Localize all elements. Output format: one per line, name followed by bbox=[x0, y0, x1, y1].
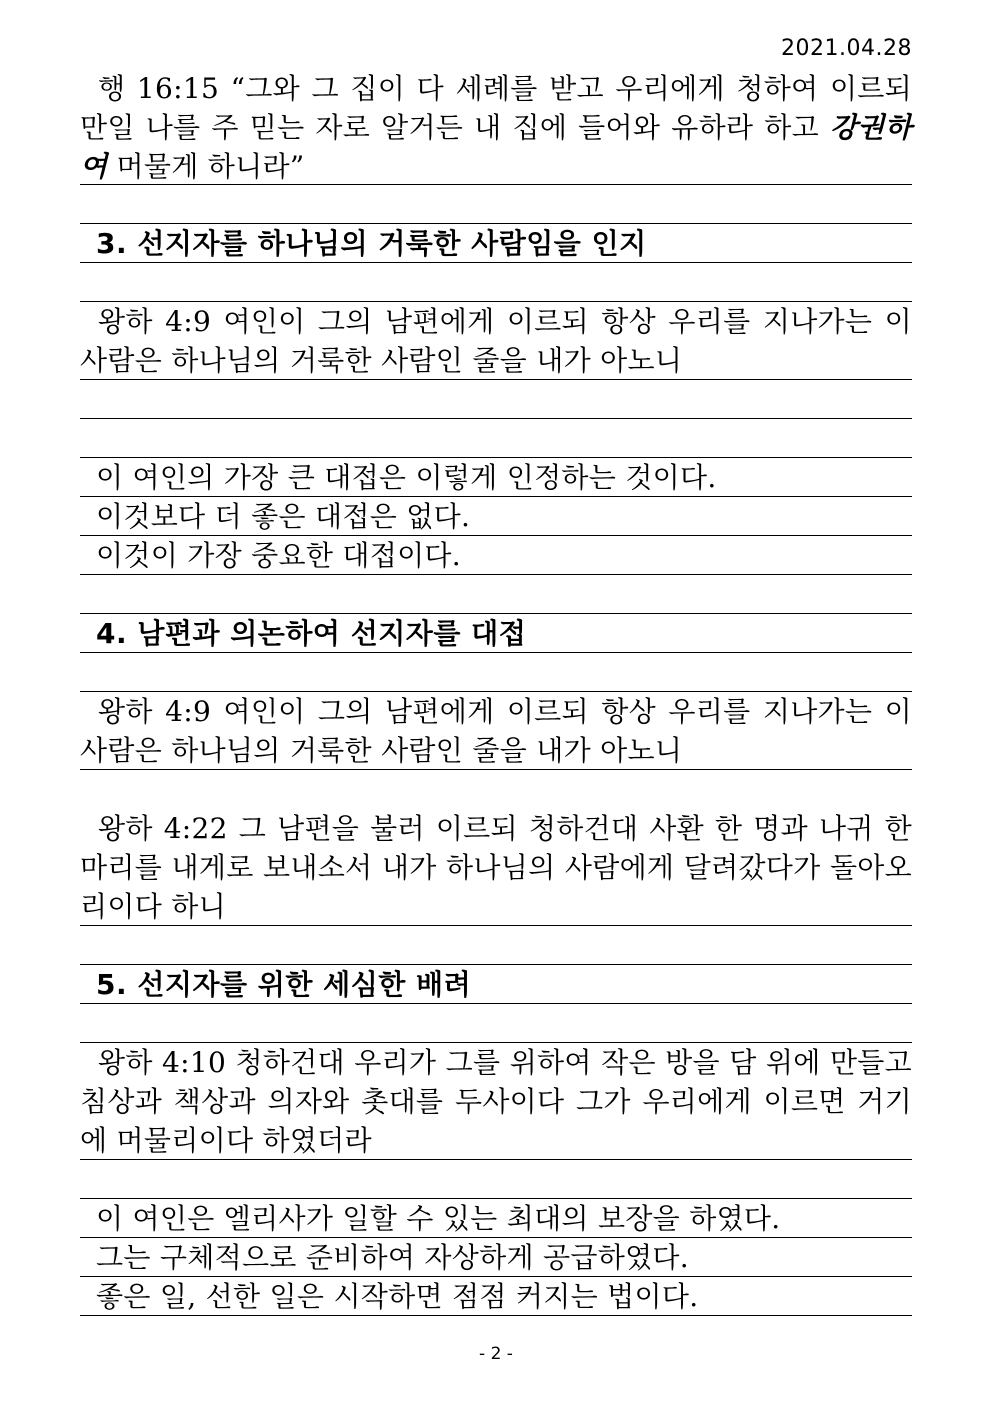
section-5-verse-text: 왕하 4:10 청하건대 우리가 그를 위하여 작은 방을 담 위에 만들고 침상과 책상과 의자와 촛대를 두사이다 그가 우리에게 이르면 거기에 머물리이다 하였더라 bbox=[80, 1046, 912, 1157]
section-4-verse-1 bbox=[80, 692, 912, 770]
section-5-heading: 5. 선지자를 위한 세심한 배려 bbox=[96, 968, 472, 1001]
document-date: 2021.04.28 bbox=[781, 36, 912, 61]
intro-verse-emphasis: 강권하여 bbox=[80, 111, 912, 183]
section-3-heading: 3. 선지자를 하나님의 거룩한 사람임을 인지 bbox=[96, 227, 647, 260]
page-number: - 2 - bbox=[479, 1344, 513, 1364]
divider bbox=[80, 574, 912, 575]
divider bbox=[80, 1003, 912, 1004]
section-5-verse bbox=[80, 1043, 912, 1160]
section-5-note-3: 좋은 일, 선한 일은 시작하면 점점 커지는 법이다. bbox=[96, 1280, 699, 1313]
section-4-verse-2 bbox=[80, 809, 912, 926]
divider bbox=[80, 418, 912, 419]
divider bbox=[80, 1159, 912, 1160]
divider bbox=[80, 769, 912, 770]
section-3-verse bbox=[80, 302, 912, 380]
section-3-note-2: 이것보다 더 좋은 대접은 없다. bbox=[96, 500, 471, 533]
divider bbox=[80, 652, 912, 653]
intro-verse-text-end: 머물게 하니라” bbox=[107, 150, 305, 183]
section-4-heading: 4. 남편과 의논하여 선지자를 대접 bbox=[96, 617, 527, 650]
section-5-note-1: 이 여인은 엘리사가 일할 수 있는 최대의 보장을 하였다. bbox=[96, 1202, 781, 1235]
section-4-verse-2-text: 왕하 4:22 그 남편을 불러 이르되 청하건대 사환 한 명과 나귀 한 마리를 내게로 보내소서 내가 하나님의 사람에게 달려갔다가 돌아오리이다 하니 bbox=[80, 812, 912, 923]
section-5-note-2: 그는 구체적으로 준비하여 자상하게 공급하였다. bbox=[96, 1241, 689, 1274]
divider bbox=[80, 379, 912, 380]
intro-verse-text-start: 행 16:15 “그와 그 집이 다 세례를 받고 우리에게 청하여 이르되 만일 나를 주 믿는 자로 알거든 내 집에 들어와 유하라 하고 bbox=[80, 72, 912, 144]
section-3-note-1: 이 여인의 가장 큰 대접은 이렇게 인정하는 것이다. bbox=[96, 461, 717, 494]
divider bbox=[80, 1315, 912, 1316]
section-3-verse-text: 왕하 4:9 여인이 그의 남편에게 이르되 항상 우리를 지나가는 이 사람은 하나님의 거룩한 사람인 줄을 내가 아노니 bbox=[80, 305, 912, 377]
intro-verse bbox=[80, 69, 912, 186]
divider bbox=[80, 184, 912, 185]
divider bbox=[80, 262, 912, 263]
section-4-verse-1-text: 왕하 4:9 여인이 그의 남편에게 이르되 항상 우리를 지나가는 이 사람은 하나님의 거룩한 사람인 줄을 내가 아노니 bbox=[80, 695, 912, 767]
divider bbox=[80, 925, 912, 926]
section-3-note-3: 이것이 가장 중요한 대접이다. bbox=[96, 539, 461, 572]
